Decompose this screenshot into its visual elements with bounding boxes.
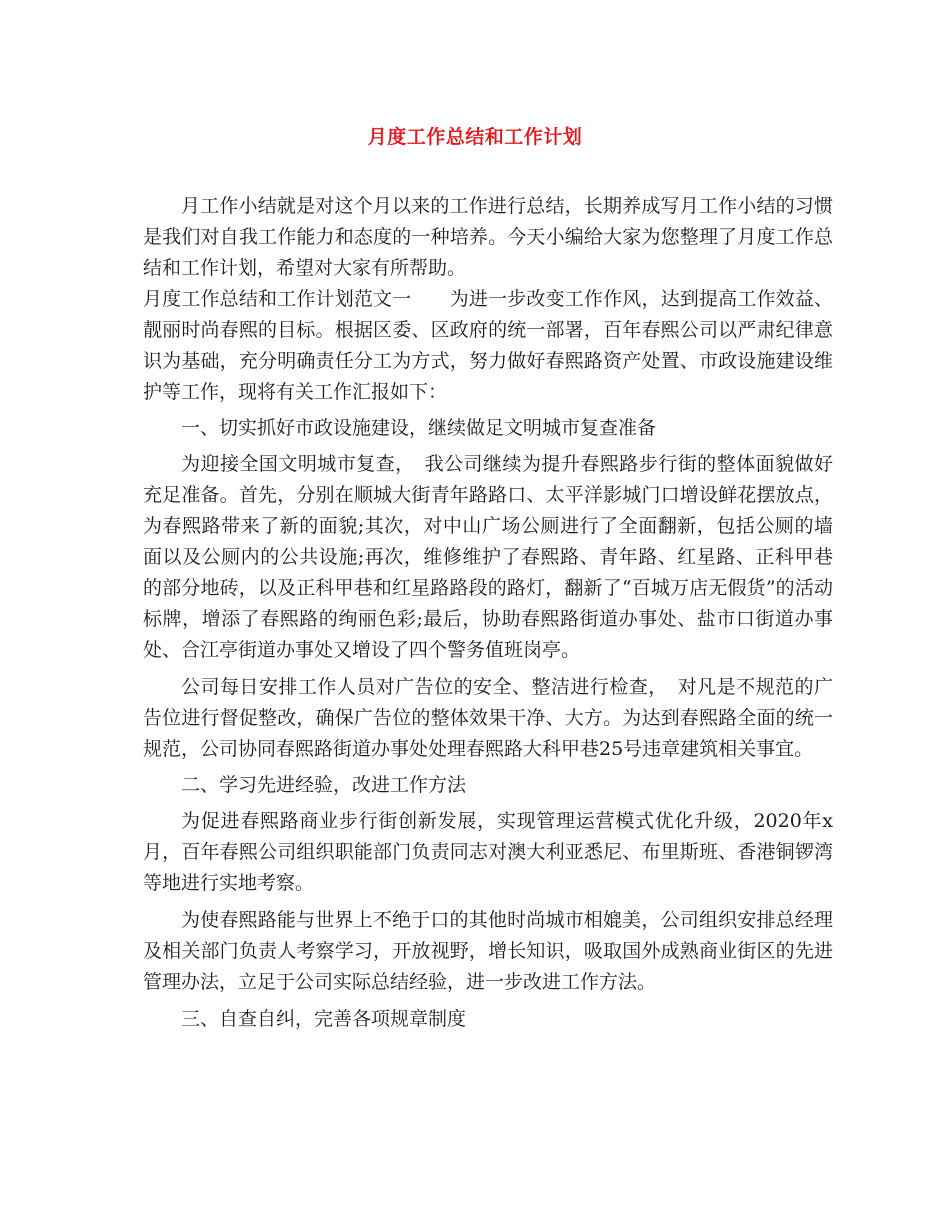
document-body xyxy=(143,191,833,1035)
section-heading-three: 三、自查自纠，完善各项规章制度 xyxy=(181,1008,467,1030)
body-paragraph: 为促进春熙路商业步行街创新发展，实现管理运营模式优化升级，2020年x月，百年春熙公司组织职能部门负责同志对澳大利亚悉尼、布里斯班、香港铜锣湾等地进行实地考察。 xyxy=(143,810,833,894)
body-paragraph: 公司每日安排工作人员对广告位的安全、整洁进行检查， 对凡是不规范的广告位进行督促整改，确保广告位的整体效果干净、大方。为达到春熙路全面的统一规范，公司协同春熙路街道办事处处理春熙路大科甲巷25号违章建筑相关事宜。 xyxy=(143,676,833,760)
body-paragraph: 为使春熙路能与世界上不绝于口的其他时尚城市相媲美，公司组织安排总经理及相关部门负责人考察学习，开放视野，增长知识，吸取国外成熟商业街区的先进管理办法，立足于公司实际总结经验，进一步改进工作方法。 xyxy=(143,909,833,993)
intro-paragraph: 月工作小结就是对这个月以来的工作进行总结，长期养成写月工作小结的习惯是我们对自我工作能力和态度的一种培养。今天小编给大家为您整理了月度工作总结和工作计划，希望对大家有所帮助。 xyxy=(143,195,833,279)
section-heading-two: 二、学习先进经验，改进工作方法 xyxy=(181,774,467,796)
body-paragraph: 为迎接全国文明城市复查， 我公司继续为提升春熙路步行街的整体面貌做好充足准备。首先，分别在顺城大街青年路路口、太平洋影城门口增设鲜花摆放点，为春熙路带来了新的面貌;其次，对中山广场公厕进行了全面翻新，包括公厕的墙面以及公厕内的公共设施;再次，维修维护了春熙路、青年路、红星路、正科甲巷的部分地砖，以及正科甲巷和红星路路段的路灯，翻新了“百城万店无假货”的活动标牌，增添了春熙路的绚丽色彩;最后，协助春熙路街道办事处、盐市口街道办事处、合江亭街道办事处又增设了四个警务值班岗亭。 xyxy=(143,453,833,661)
sample-one-paragraph: 月度工作总结和工作计划范文一 为进一步改变工作作风，达到提高工作效益、靓丽时尚春熙的目标。根据区委、区政府的统一部署，百年春熙公司以严肃纪律意识为基础，充分明确责任分工为方式，努力做好春熙路资产处置、市政设施建设维护等工作，现将有关工作汇报如下： xyxy=(143,288,833,403)
section-heading-one: 一、切实抓好市政设施建设，继续做足文明城市复查准备 xyxy=(181,417,657,439)
document-title: 月度工作总结和工作计划 xyxy=(367,126,583,148)
